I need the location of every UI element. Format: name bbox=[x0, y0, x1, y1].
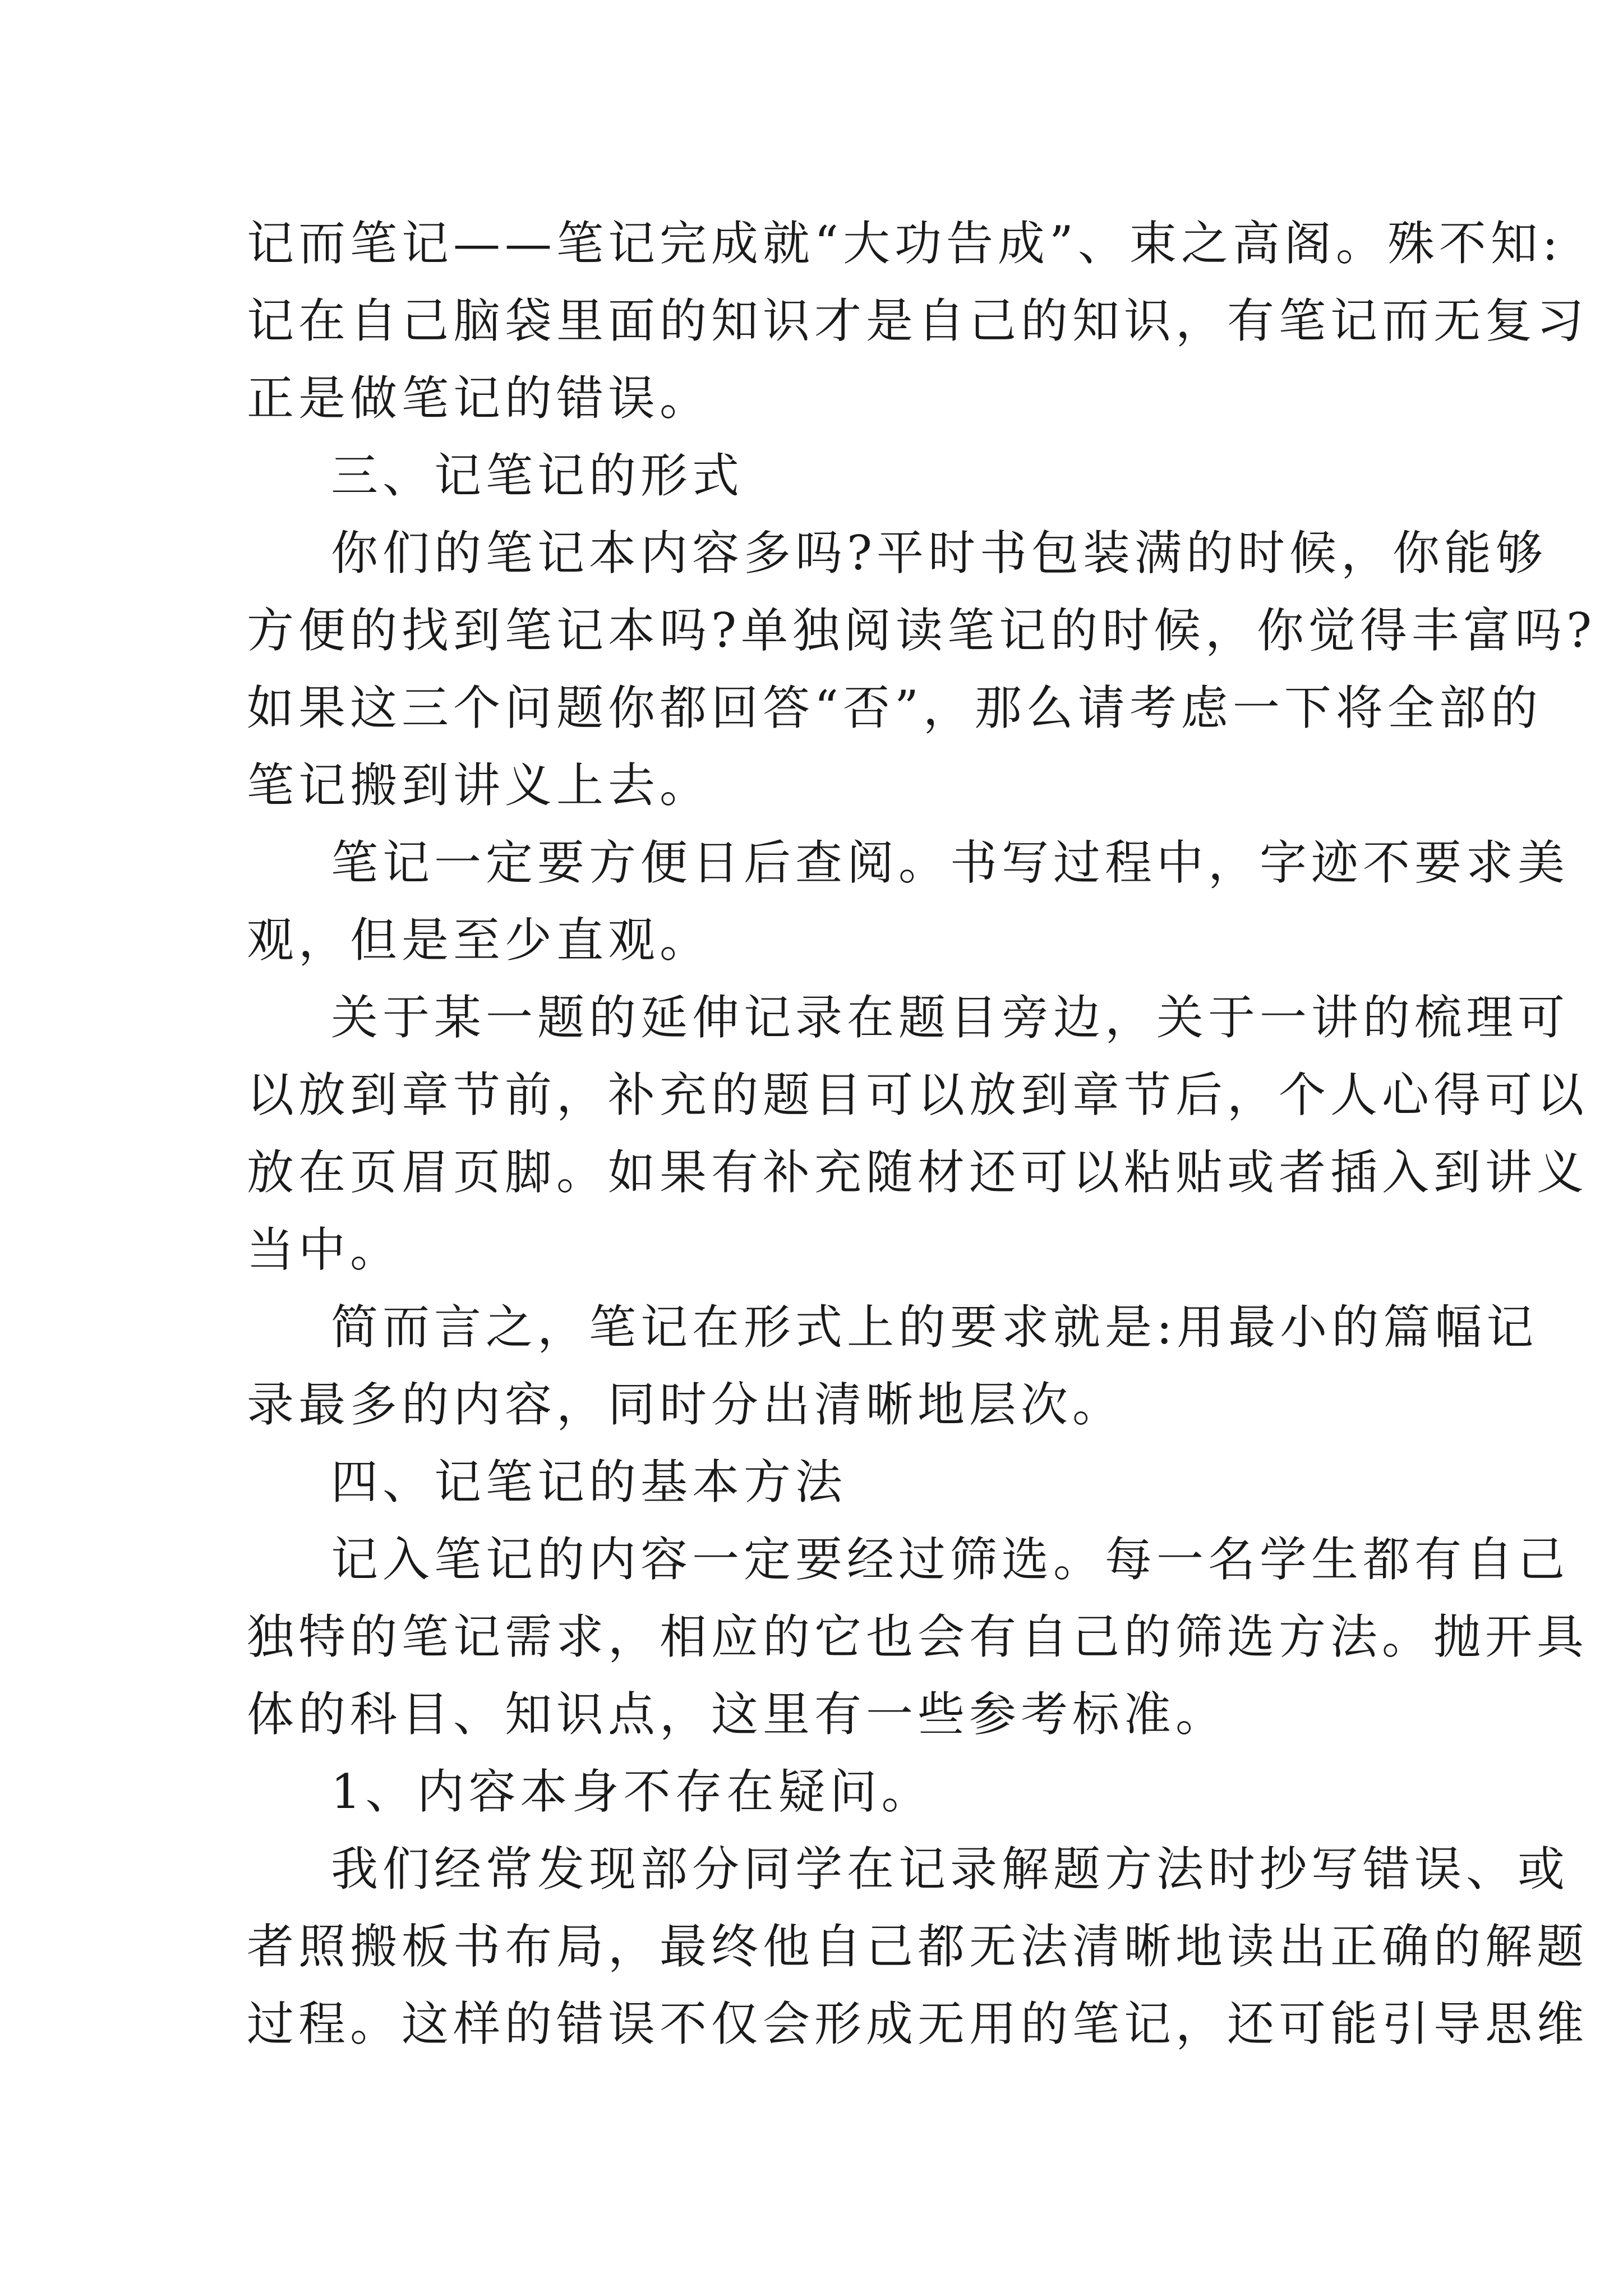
text-line: 放在页眉页脚。如果有补充随材还可以粘贴或者插入到讲义 bbox=[247, 1145, 1589, 1200]
text-line: 者照搬板书布局，最终他自己都无法清晰地读出正确的解题 bbox=[247, 1919, 1589, 1974]
section-heading: 三、记笔记的形式 bbox=[331, 448, 744, 503]
text-line: 正是做笔记的错误。 bbox=[247, 371, 712, 426]
text-line: 笔记搬到讲义上去。 bbox=[247, 758, 712, 813]
section-heading: 四、记笔记的基本方法 bbox=[331, 1455, 847, 1510]
text-line: 记而笔记——笔记完成就“大功告成”、束之高阁。殊不知: bbox=[247, 216, 1563, 271]
text-line: 过程。这样的错误不仅会形成无用的笔记，还可能引导思维 bbox=[247, 1996, 1589, 2051]
text-line: 关于某一题的延伸记录在题目旁边，关于一讲的梳理可 bbox=[331, 990, 1570, 1045]
text-line: 我们经常发现部分同学在记录解题方法时抄写错误、或 bbox=[331, 1842, 1570, 1897]
text-line: 当中。 bbox=[247, 1222, 402, 1277]
document-page bbox=[247, 205, 1597, 2063]
text-line: 笔记一定要方便日后查阅。书写过程中，字迹不要求美 bbox=[331, 835, 1570, 890]
list-item-heading: 1、内容本身不存在疑问。 bbox=[331, 1764, 933, 1819]
text-line: 如果这三个问题你都回答“否”，那么请考虑一下将全部的 bbox=[247, 680, 1542, 735]
text-line: 观，但是至少直观。 bbox=[247, 913, 712, 968]
text-line: 以放到章节前，补充的题目可以放到章节后，个人心得可以 bbox=[247, 1068, 1589, 1122]
text-line: 独特的笔记需求，相应的它也会有自己的筛选方法。抛开具 bbox=[247, 1609, 1589, 1664]
text-line: 简而言之，笔记在形式上的要求就是:用最小的篇幅记 bbox=[331, 1300, 1538, 1355]
text-line: 记在自己脑袋里面的知识才是自己的知识，有笔记而无复习 bbox=[247, 293, 1589, 348]
text-line: 方便的找到笔记本吗?单独阅读笔记的时候，你觉得丰富吗? bbox=[247, 603, 1597, 658]
text-line: 记入笔记的内容一定要经过筛选。每一名学生都有自己 bbox=[331, 1532, 1570, 1587]
text-line: 体的科目、知识点，这里有一些参考标准。 bbox=[247, 1687, 1228, 1742]
text-line: 你们的笔记本内容多吗?平时书包装满的时候，你能够 bbox=[331, 526, 1548, 581]
text-line: 录最多的内容，同时分出清晰地层次。 bbox=[247, 1377, 1124, 1432]
